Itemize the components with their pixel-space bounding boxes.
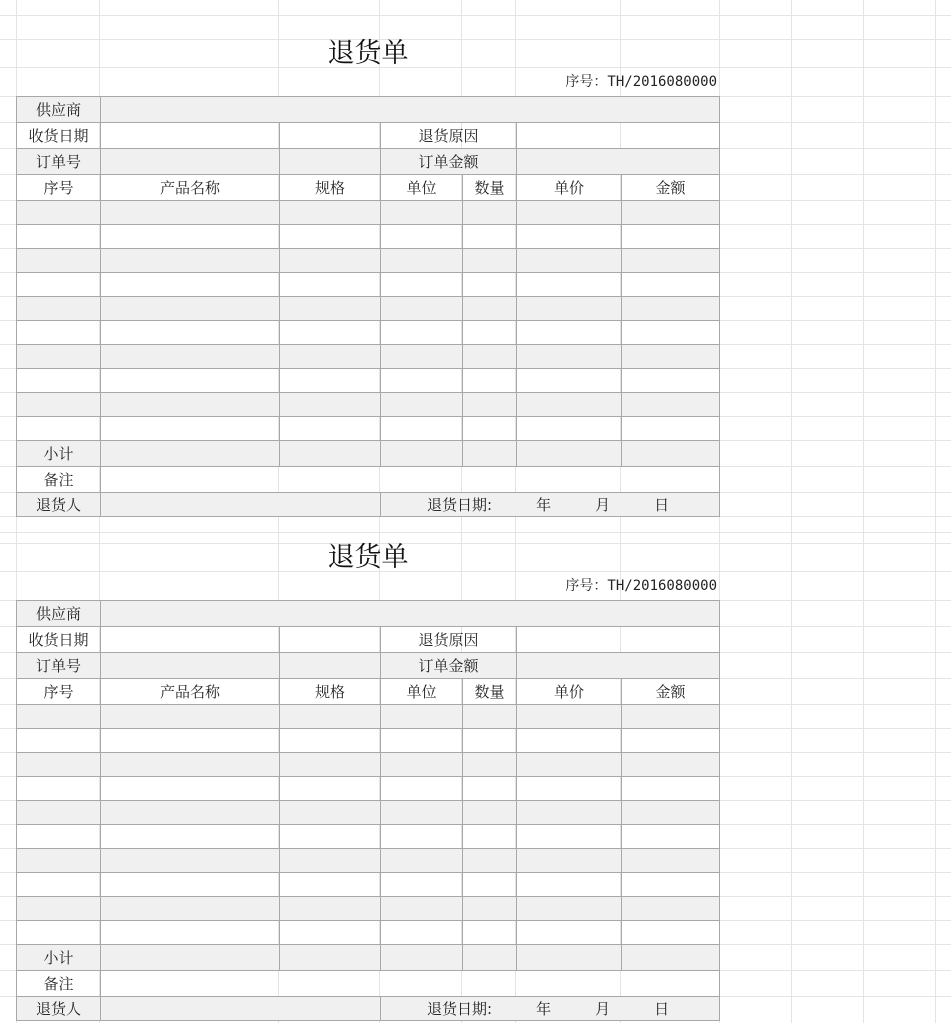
receive-date-value[interactable] <box>101 123 280 148</box>
item-cell[interactable] <box>280 873 381 896</box>
returner-label: 退货人 <box>17 493 101 516</box>
gridline <box>935 0 936 1023</box>
return-date-label: 退货日期: <box>427 1000 493 1018</box>
col-header-product: 产品名称 <box>101 175 280 200</box>
item-row <box>17 753 720 777</box>
col-header-spec: 规格 <box>280 679 381 704</box>
item-row <box>17 369 720 393</box>
item-cell[interactable] <box>622 393 720 416</box>
return-reason-value[interactable] <box>517 123 720 148</box>
supplier-value[interactable] <box>101 601 720 626</box>
supplier-row <box>17 97 720 123</box>
item-cell[interactable] <box>381 225 463 248</box>
item-cell[interactable] <box>280 753 381 776</box>
remark-row <box>17 467 720 493</box>
item-cell[interactable] <box>17 393 101 416</box>
item-cell[interactable] <box>280 801 381 824</box>
subtotal-row <box>17 945 720 971</box>
subtotal-cell[interactable] <box>280 945 381 970</box>
col-header-seq: 序号 <box>17 175 101 200</box>
receive-date-label: 收货日期 <box>17 627 101 652</box>
serial-label: 序号： <box>565 578 608 594</box>
item-cell[interactable] <box>381 321 463 344</box>
item-cell[interactable] <box>381 801 463 824</box>
item-row <box>17 849 720 873</box>
item-row <box>17 249 720 273</box>
item-cell[interactable] <box>622 753 720 776</box>
return-date[interactable] <box>381 997 720 1020</box>
item-cell[interactable] <box>17 273 101 296</box>
month-label: 月 <box>595 496 611 514</box>
receive-date-label: 收货日期 <box>17 123 101 148</box>
item-cell[interactable] <box>381 417 463 440</box>
item-cell[interactable] <box>381 849 463 872</box>
item-cell[interactable] <box>517 321 622 344</box>
order-row <box>17 149 720 175</box>
item-cell[interactable] <box>463 705 517 728</box>
item-row <box>17 321 720 345</box>
item-cell[interactable] <box>517 729 622 752</box>
item-cell[interactable] <box>622 777 720 800</box>
item-cell[interactable] <box>463 825 517 848</box>
item-cell[interactable] <box>17 225 101 248</box>
item-cell[interactable] <box>17 777 101 800</box>
item-cell[interactable] <box>517 921 622 944</box>
item-row <box>17 225 720 249</box>
gridline <box>863 0 864 1023</box>
return-date[interactable] <box>381 493 720 516</box>
item-cell[interactable] <box>101 321 280 344</box>
col-header-seq: 序号 <box>17 679 101 704</box>
item-cell[interactable] <box>517 753 622 776</box>
item-cell[interactable] <box>101 201 280 224</box>
serial-number <box>565 68 717 96</box>
item-row <box>17 801 720 825</box>
item-cell[interactable] <box>517 297 622 320</box>
returner-label: 退货人 <box>17 997 101 1020</box>
item-cell[interactable] <box>17 345 101 368</box>
item-cell[interactable] <box>280 369 381 392</box>
item-cell[interactable] <box>622 849 720 872</box>
item-cell[interactable] <box>463 369 517 392</box>
item-cell[interactable] <box>381 201 463 224</box>
item-cell[interactable] <box>622 417 720 440</box>
col-header-qty: 数量 <box>463 679 517 704</box>
subtotal-cell[interactable] <box>101 945 280 970</box>
subtotal-row <box>17 441 720 467</box>
item-cell[interactable] <box>463 849 517 872</box>
item-cell[interactable] <box>463 201 517 224</box>
subtotal-cell[interactable] <box>517 945 622 970</box>
gridline <box>0 15 951 16</box>
supplier-value[interactable] <box>101 97 720 122</box>
item-row <box>17 417 720 441</box>
item-cell[interactable] <box>101 393 280 416</box>
item-row <box>17 393 720 417</box>
item-cell[interactable] <box>101 873 280 896</box>
serial-value: TH/2016080000 <box>607 578 717 594</box>
item-cell[interactable] <box>280 297 381 320</box>
item-cell[interactable] <box>381 273 463 296</box>
receive-date-row <box>17 627 720 653</box>
order-amount-label: 订单金额 <box>381 653 517 678</box>
remark-value[interactable] <box>101 467 720 492</box>
item-row <box>17 825 720 849</box>
item-cell[interactable] <box>101 801 280 824</box>
subtotal-amount[interactable] <box>622 945 720 970</box>
item-cell[interactable] <box>280 417 381 440</box>
item-cell[interactable] <box>101 825 280 848</box>
item-cell[interactable] <box>280 393 381 416</box>
item-cell[interactable] <box>381 921 463 944</box>
item-cell[interactable] <box>463 393 517 416</box>
subtotal-cell[interactable] <box>101 441 280 466</box>
item-cell[interactable] <box>622 729 720 752</box>
serial-number <box>565 572 717 600</box>
item-cell[interactable] <box>17 753 101 776</box>
item-cell[interactable] <box>101 225 280 248</box>
form-title: 退货单 <box>327 542 409 573</box>
item-cell[interactable] <box>381 753 463 776</box>
item-cell[interactable] <box>17 729 101 752</box>
item-cell[interactable] <box>517 897 622 920</box>
item-cell[interactable] <box>622 345 720 368</box>
item-cell[interactable] <box>463 417 517 440</box>
item-cell[interactable] <box>517 873 622 896</box>
item-cell[interactable] <box>517 393 622 416</box>
item-cell[interactable] <box>517 369 622 392</box>
item-cell[interactable] <box>622 897 720 920</box>
item-cell[interactable] <box>17 849 101 872</box>
item-cell[interactable] <box>622 705 720 728</box>
col-header-price: 单价 <box>517 175 622 200</box>
item-cell[interactable] <box>517 201 622 224</box>
receive-date-value[interactable] <box>101 627 280 652</box>
item-cell[interactable] <box>622 225 720 248</box>
item-cell[interactable] <box>517 801 622 824</box>
subtotal-label: 小计 <box>17 441 101 466</box>
item-cell[interactable] <box>381 393 463 416</box>
item-cell[interactable] <box>17 321 101 344</box>
item-cell[interactable] <box>622 801 720 824</box>
subtotal-label: 小计 <box>17 945 101 970</box>
item-cell[interactable] <box>101 369 280 392</box>
item-cell[interactable] <box>17 897 101 920</box>
serial-label: 序号： <box>565 74 608 90</box>
item-cell[interactable] <box>463 297 517 320</box>
item-row <box>17 297 720 321</box>
item-cell[interactable] <box>280 321 381 344</box>
supplier-label: 供应商 <box>17 601 101 626</box>
item-cell[interactable] <box>463 753 517 776</box>
remark-value[interactable] <box>101 971 720 996</box>
col-header-product: 产品名称 <box>101 679 280 704</box>
item-cell[interactable] <box>280 705 381 728</box>
item-cell[interactable] <box>280 777 381 800</box>
order-no-value[interactable] <box>101 149 280 174</box>
item-cell[interactable] <box>463 225 517 248</box>
order-no-label: 订单号 <box>17 149 101 174</box>
item-cell[interactable] <box>280 345 381 368</box>
item-cell[interactable] <box>517 345 622 368</box>
item-cell[interactable] <box>280 897 381 920</box>
item-cell[interactable] <box>381 825 463 848</box>
remark-row <box>17 971 720 997</box>
subtotal-cell[interactable] <box>463 945 517 970</box>
item-row <box>17 873 720 897</box>
col-header-amount: 金额 <box>622 679 720 704</box>
item-cell[interactable] <box>517 825 622 848</box>
supplier-label: 供应商 <box>17 97 101 122</box>
column-header-row <box>17 175 720 201</box>
item-cell[interactable] <box>517 777 622 800</box>
item-cell[interactable] <box>381 777 463 800</box>
item-cell[interactable] <box>381 897 463 920</box>
item-cell[interactable] <box>101 417 280 440</box>
col-header-qty: 数量 <box>463 175 517 200</box>
item-row <box>17 273 720 297</box>
item-cell[interactable] <box>17 297 101 320</box>
item-cell[interactable] <box>463 729 517 752</box>
item-cell[interactable] <box>280 249 381 272</box>
item-cell[interactable] <box>622 201 720 224</box>
item-cell[interactable] <box>622 369 720 392</box>
subtotal-cell[interactable] <box>381 441 463 466</box>
item-cell[interactable] <box>622 321 720 344</box>
subtotal-cell[interactable] <box>463 441 517 466</box>
item-cell[interactable] <box>101 921 280 944</box>
item-cell[interactable] <box>463 873 517 896</box>
subtotal-cell[interactable] <box>517 441 622 466</box>
col-header-spec: 规格 <box>280 175 381 200</box>
subtotal-amount[interactable] <box>622 441 720 466</box>
supplier-row <box>17 601 720 627</box>
item-cell[interactable] <box>17 201 101 224</box>
item-cell[interactable] <box>517 849 622 872</box>
returner-value[interactable] <box>101 997 381 1020</box>
gridline <box>791 0 792 1023</box>
month-label: 月 <box>595 1000 611 1018</box>
item-cell[interactable] <box>622 297 720 320</box>
item-cell[interactable] <box>622 825 720 848</box>
item-cell[interactable] <box>280 225 381 248</box>
serial-value: TH/2016080000 <box>607 74 717 90</box>
item-cell[interactable] <box>101 249 280 272</box>
item-cell[interactable] <box>463 897 517 920</box>
form-title: 退货单 <box>327 38 409 69</box>
returner-value[interactable] <box>101 493 381 516</box>
subtotal-cell[interactable] <box>280 441 381 466</box>
item-cell[interactable] <box>101 849 280 872</box>
item-cell[interactable] <box>517 417 622 440</box>
item-cell[interactable] <box>622 921 720 944</box>
item-cell[interactable] <box>463 777 517 800</box>
form-table <box>16 600 720 1021</box>
order-amount-value[interactable] <box>517 653 720 678</box>
subtotal-cell[interactable] <box>381 945 463 970</box>
return-date-label: 退货日期: <box>427 496 493 514</box>
item-cell[interactable] <box>101 729 280 752</box>
year-label: 年 <box>536 1000 552 1018</box>
item-cell[interactable] <box>463 273 517 296</box>
order-no-label: 订单号 <box>17 653 101 678</box>
item-cell[interactable] <box>517 249 622 272</box>
order-row <box>17 653 720 679</box>
item-cell[interactable] <box>463 345 517 368</box>
item-row <box>17 921 720 945</box>
item-cell[interactable] <box>463 249 517 272</box>
item-cell[interactable] <box>280 729 381 752</box>
item-cell[interactable] <box>17 825 101 848</box>
item-cell[interactable] <box>381 729 463 752</box>
item-cell[interactable] <box>101 753 280 776</box>
day-label: 日 <box>654 1000 670 1018</box>
item-row <box>17 729 720 753</box>
return-reason-label: 退货原因 <box>381 627 517 652</box>
order-no-value[interactable] <box>101 653 280 678</box>
col-header-price: 单价 <box>517 679 622 704</box>
item-cell[interactable] <box>17 417 101 440</box>
item-cell[interactable] <box>517 273 622 296</box>
remark-label: 备注 <box>17 971 101 996</box>
item-cell[interactable] <box>101 705 280 728</box>
return-reason-label: 退货原因 <box>381 123 517 148</box>
item-cell[interactable] <box>463 921 517 944</box>
column-header-row <box>17 679 720 705</box>
receive-date-value-2[interactable] <box>280 627 381 652</box>
receive-date-row <box>17 123 720 149</box>
item-row <box>17 345 720 369</box>
item-cell[interactable] <box>381 873 463 896</box>
item-cell[interactable] <box>280 849 381 872</box>
item-cell[interactable] <box>101 777 280 800</box>
order-amount-label: 订单金额 <box>381 149 517 174</box>
item-row <box>17 777 720 801</box>
form-table <box>16 96 720 517</box>
item-cell[interactable] <box>280 921 381 944</box>
item-cell[interactable] <box>517 705 622 728</box>
item-cell[interactable] <box>381 297 463 320</box>
item-cell[interactable] <box>463 321 517 344</box>
returner-row <box>17 493 720 517</box>
col-header-unit: 单位 <box>381 175 463 200</box>
item-cell[interactable] <box>622 249 720 272</box>
item-cell[interactable] <box>17 705 101 728</box>
item-cell[interactable] <box>622 273 720 296</box>
remark-label: 备注 <box>17 467 101 492</box>
item-cell[interactable] <box>280 201 381 224</box>
item-row <box>17 897 720 921</box>
item-row <box>17 201 720 225</box>
col-header-amount: 金额 <box>622 175 720 200</box>
order-no-value-2[interactable] <box>280 653 381 678</box>
return-reason-value[interactable] <box>517 627 720 652</box>
item-row <box>17 705 720 729</box>
item-cell[interactable] <box>101 897 280 920</box>
year-label: 年 <box>536 496 552 514</box>
item-cell[interactable] <box>101 273 280 296</box>
item-cell[interactable] <box>381 345 463 368</box>
item-cell[interactable] <box>17 873 101 896</box>
item-cell[interactable] <box>17 921 101 944</box>
item-cell[interactable] <box>280 825 381 848</box>
item-cell[interactable] <box>517 225 622 248</box>
order-amount-value[interactable] <box>517 149 720 174</box>
day-label: 日 <box>654 496 670 514</box>
item-cell[interactable] <box>381 369 463 392</box>
item-cell[interactable] <box>17 249 101 272</box>
item-cell[interactable] <box>17 369 101 392</box>
item-cell[interactable] <box>101 297 280 320</box>
col-header-unit: 单位 <box>381 679 463 704</box>
item-cell[interactable] <box>381 705 463 728</box>
item-cell[interactable] <box>381 249 463 272</box>
item-cell[interactable] <box>280 273 381 296</box>
receive-date-value-2[interactable] <box>280 123 381 148</box>
item-cell[interactable] <box>463 801 517 824</box>
gridline <box>0 532 951 533</box>
returner-row <box>17 997 720 1021</box>
item-cell[interactable] <box>17 801 101 824</box>
item-cell[interactable] <box>622 873 720 896</box>
item-cell[interactable] <box>101 345 280 368</box>
order-no-value-2[interactable] <box>280 149 381 174</box>
